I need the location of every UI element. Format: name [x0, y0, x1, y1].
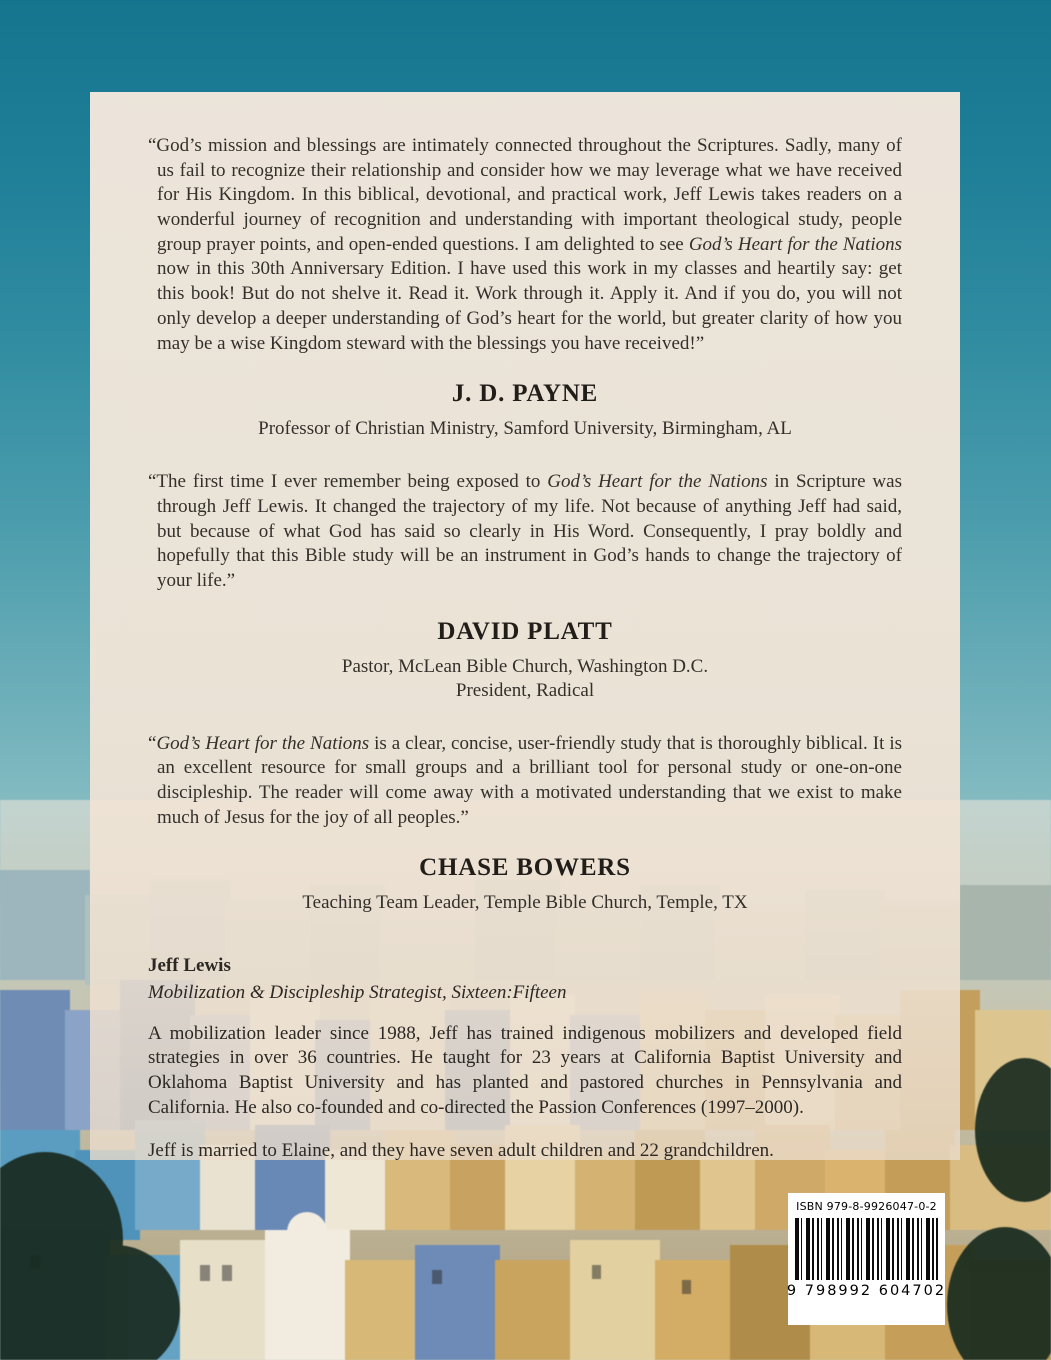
- quote-segment: is a clear, concise, user-friendly study that is thoroughly biblical. It is an excellent resource for small groups and a brilliant tool for personal study or one-on-one discipleship. The reader will come away with a motivated understanding that we exist to make much of Jesus for the joy of all peoples.”: [157, 732, 902, 828]
- endorser-title: Pastor, McLean Bible Church, Washington D.C.: [341, 655, 709, 677]
- barcode-number: 9 798992 604702: [786, 1283, 947, 1299]
- quote-segment: “The first time I ever remember being exposed to: [148, 471, 548, 493]
- barcode-panel: [788, 1193, 945, 1325]
- endorsement-quote: [148, 134, 902, 356]
- quote-segment: in Scripture was through Jeff Lewis. It changed the trajectory of my life. Not because of anything Jeff had said, but because of what God has said so clearly in His Word. Consequently, I pray boldly and hopefully that this Bible study will be an instrument in God’s hands to change the trajectory of your life.”: [157, 471, 902, 591]
- endorser-name: CHASE BOWERS: [419, 854, 631, 882]
- quote-segment: now in this 30th Anniversary Edition. I have used this work in my classes and heartily say: get this book! But do not shelve it. Read it. Work through it. Apply it. And if you do, you will not only develop a deeper understanding of God’s heart for the world, but greater clarity of how you may be a wise Kingdom steward with the blessings you have received!”: [157, 258, 902, 354]
- book-title-italic: God’s Heart for the Nations: [156, 732, 370, 754]
- author-role: Mobilization & Discipleship Strategist, Sixteen:Fifteen: [148, 982, 567, 1004]
- endorser-title: Professor of Christian Ministry, Samford University, Birmingham, AL: [258, 418, 792, 440]
- quote-segment: “: [148, 732, 157, 754]
- endorsement-quote: [148, 732, 902, 831]
- author-bio-paragraph: Jeff is married to Elaine, and they have seven adult children and 22 grandchildren.: [148, 1139, 774, 1161]
- author-name: Jeff Lewis: [148, 955, 231, 977]
- author-bio-paragraph: A mobilization leader since 1988, Jeff has trained indigenous mobilizers and developed field strategies in over 36 countries. He taught for 23 years at California Baptist University and Oklahoma Baptist University and has planted and pastored churches in Pennsylvania and California. He also co-founded and co-directed the Passion Conferences (1997–2000).: [148, 1022, 902, 1118]
- barcode-bars: [795, 1218, 938, 1280]
- back-cover-panel: [90, 92, 960, 1160]
- endorser-title: President, Radical: [455, 679, 595, 701]
- endorsement-platt: [148, 470, 902, 701]
- endorsement-quote: [148, 470, 902, 593]
- book-title-italic: God’s Heart for the Nations: [688, 233, 902, 255]
- endorser-title: Teaching Team Leader, Temple Bible Church, Temple, TX: [302, 892, 748, 914]
- author-bio: [148, 954, 902, 1163]
- endorser-name: J. D. PAYNE: [451, 380, 599, 408]
- endorser-name: DAVID PLATT: [437, 617, 613, 645]
- quote-segment: “God’s mission and blessings are intimately connected throughout the Scriptures. Sadly, many of us fail to recognize their relationship and consider how we may leverage what we have received for His Kingdom. In this biblical, devotional, and practical work, Jeff Lewis takes readers on a wonderful journey of recognition and understanding with important theological study, people group prayer points, and open-ended questions. I am delighted to see: [148, 135, 902, 255]
- endorsement-bowers: [148, 732, 902, 915]
- isbn-label: ISBN 979-8-9926047-0-2: [796, 1200, 937, 1213]
- endorsement-payne: [148, 134, 902, 440]
- book-title-italic: God’s Heart for the Nations: [547, 471, 768, 493]
